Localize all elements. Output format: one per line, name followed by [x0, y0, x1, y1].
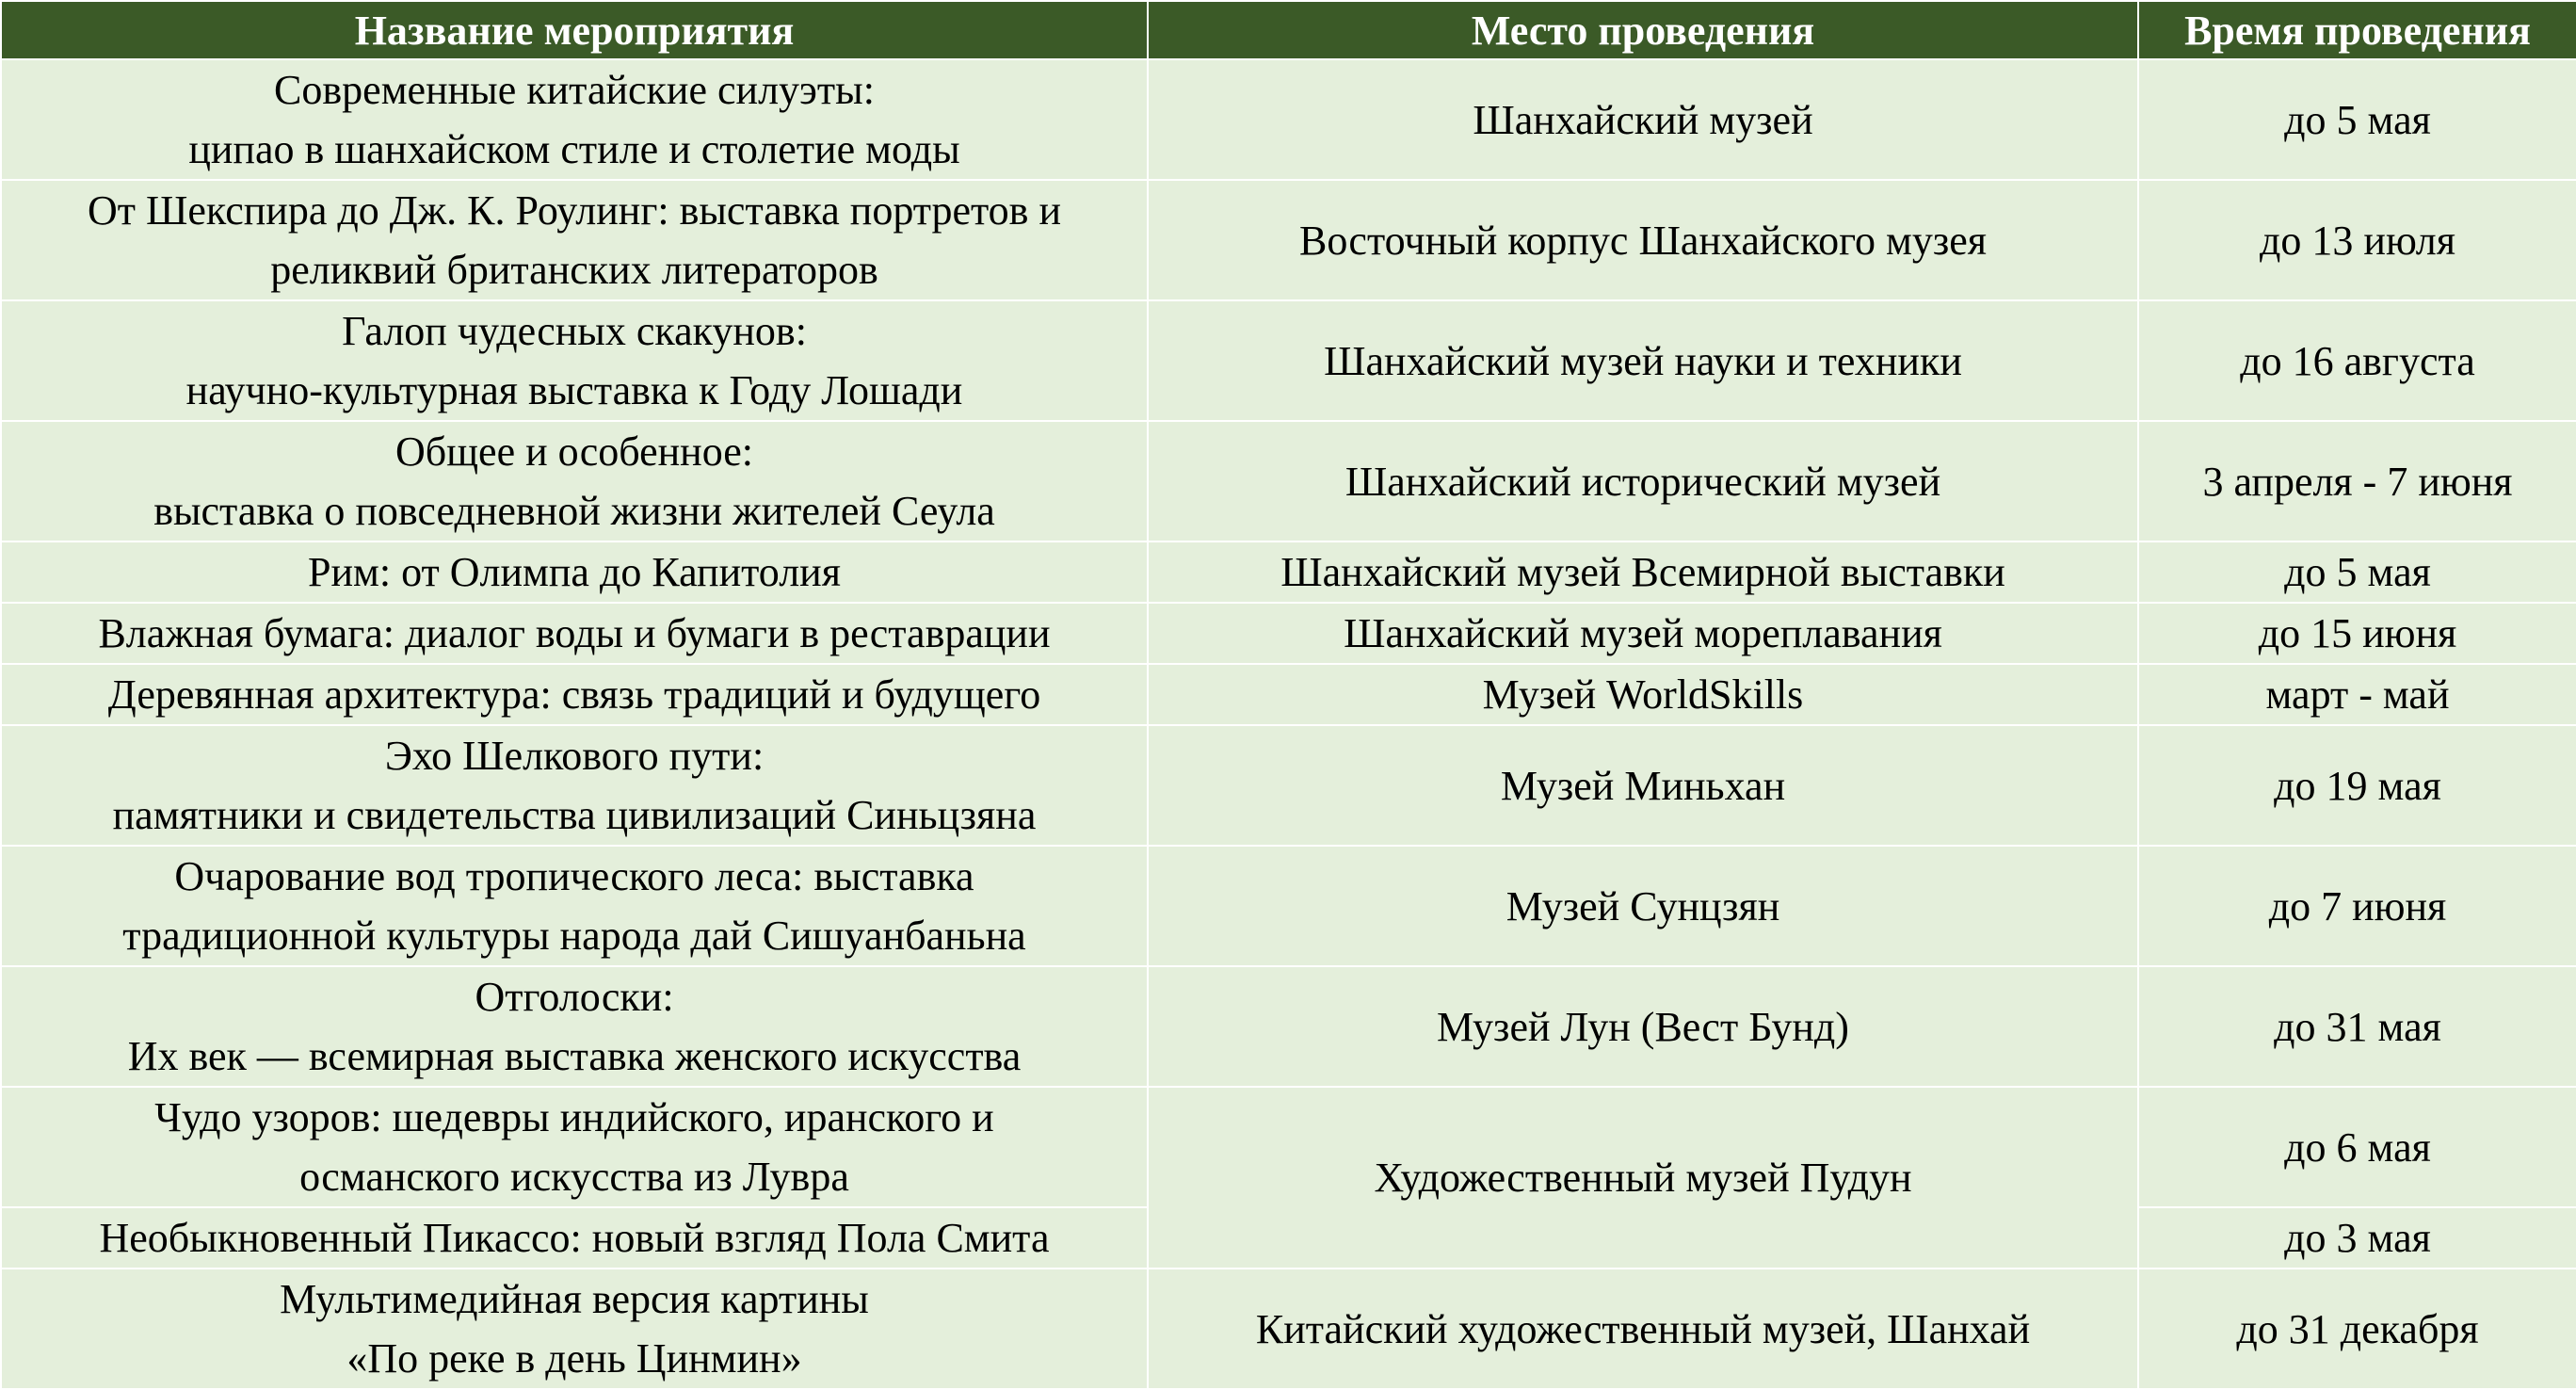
date-cell: март - май — [2138, 664, 2576, 725]
date-cell: до 3 мая — [2138, 1207, 2576, 1269]
date-cell: 3 апреля - 7 июня — [2138, 421, 2576, 541]
date-cell: до 6 мая — [2138, 1087, 2576, 1207]
table-row — [1, 966, 2576, 1087]
venue-cell: Музей Лун (Вест Бунд) — [1148, 966, 2138, 1087]
table-row — [1, 1087, 2576, 1207]
event-name-cell: Отголоски: Их век — всемирная выставка женского искусства — [1, 966, 1148, 1087]
venue-cell: Шанхайский музей — [1148, 59, 2138, 180]
header-date: Время проведения — [2138, 1, 2576, 59]
table-row — [1, 180, 2576, 300]
table-row — [1, 664, 2576, 725]
venue-cell: Музей Миньхан — [1148, 725, 2138, 846]
event-name-cell: Чудо узоров: шедевры индийского, иранского и османского искусства из Лувра — [1, 1087, 1148, 1207]
date-cell: до 13 июля — [2138, 180, 2576, 300]
event-name-cell: От Шекспира до Дж. К. Роулинг: выставка портретов и реликвий британских литераторов — [1, 180, 1148, 300]
event-name-cell: Рим: от Олимпа до Капитолия — [1, 541, 1148, 603]
header-venue: Место проведения — [1148, 1, 2138, 59]
header-row — [1, 1, 2576, 59]
table-row — [1, 59, 2576, 180]
event-name-cell: Очарование вод тропического леса: выставка традиционной культуры народа дай Сишуанбаньна — [1, 846, 1148, 966]
venue-cell: Шанхайский исторический музей — [1148, 421, 2138, 541]
event-name-cell: Эхо Шелкового пути: памятники и свидетельства цивилизаций Синьцзяна — [1, 725, 1148, 846]
date-cell: до 5 мая — [2138, 541, 2576, 603]
table-row — [1, 1269, 2576, 1389]
event-name-cell: Галоп чудесных скакунов: научно-культурная выставка к Году Лошади — [1, 300, 1148, 421]
date-cell: до 7 июня — [2138, 846, 2576, 966]
venue-cell: Шанхайский музей науки и техники — [1148, 300, 2138, 421]
event-name-cell: Мультимедийная версия картины «По реке в день Цинмин» — [1, 1269, 1148, 1389]
venue-cell: Восточный корпус Шанхайского музея — [1148, 180, 2138, 300]
event-name-cell: Деревянная архитектура: связь традиций и будущего — [1, 664, 1148, 725]
date-cell: до 15 июня — [2138, 603, 2576, 664]
venue-cell: Шанхайский музей мореплавания — [1148, 603, 2138, 664]
header-event-name: Название мероприятия — [1, 1, 1148, 59]
venue-cell: Музей WorldSkills — [1148, 664, 2138, 725]
event-name-cell: Современные китайские силуэты: ципао в шанхайском стиле и столетие моды — [1, 59, 1148, 180]
table-row — [1, 421, 2576, 541]
event-name-cell: Общее и особенное: выставка о повседневной жизни жителей Сеула — [1, 421, 1148, 541]
date-cell: до 31 декабря — [2138, 1269, 2576, 1389]
date-cell: до 5 мая — [2138, 59, 2576, 180]
table-row — [1, 603, 2576, 664]
venue-cell: Музей Сунцзян — [1148, 846, 2138, 966]
venue-cell: Шанхайский музей Всемирной выставки — [1148, 541, 2138, 603]
venue-cell: Китайский художественный музей, Шанхай — [1148, 1269, 2138, 1389]
event-name-cell: Влажная бумага: диалог воды и бумаги в реставрации — [1, 603, 1148, 664]
date-cell: до 16 августа — [2138, 300, 2576, 421]
event-name-cell: Необыкновенный Пикассо: новый взгляд Пола Смита — [1, 1207, 1148, 1269]
table-row — [1, 846, 2576, 966]
table-row — [1, 541, 2576, 603]
date-cell: до 31 мая — [2138, 966, 2576, 1087]
table-row — [1, 725, 2576, 846]
venue-cell: Художественный музей Пудун — [1148, 1087, 2138, 1269]
date-cell: до 19 мая — [2138, 725, 2576, 846]
table-row — [1, 300, 2576, 421]
